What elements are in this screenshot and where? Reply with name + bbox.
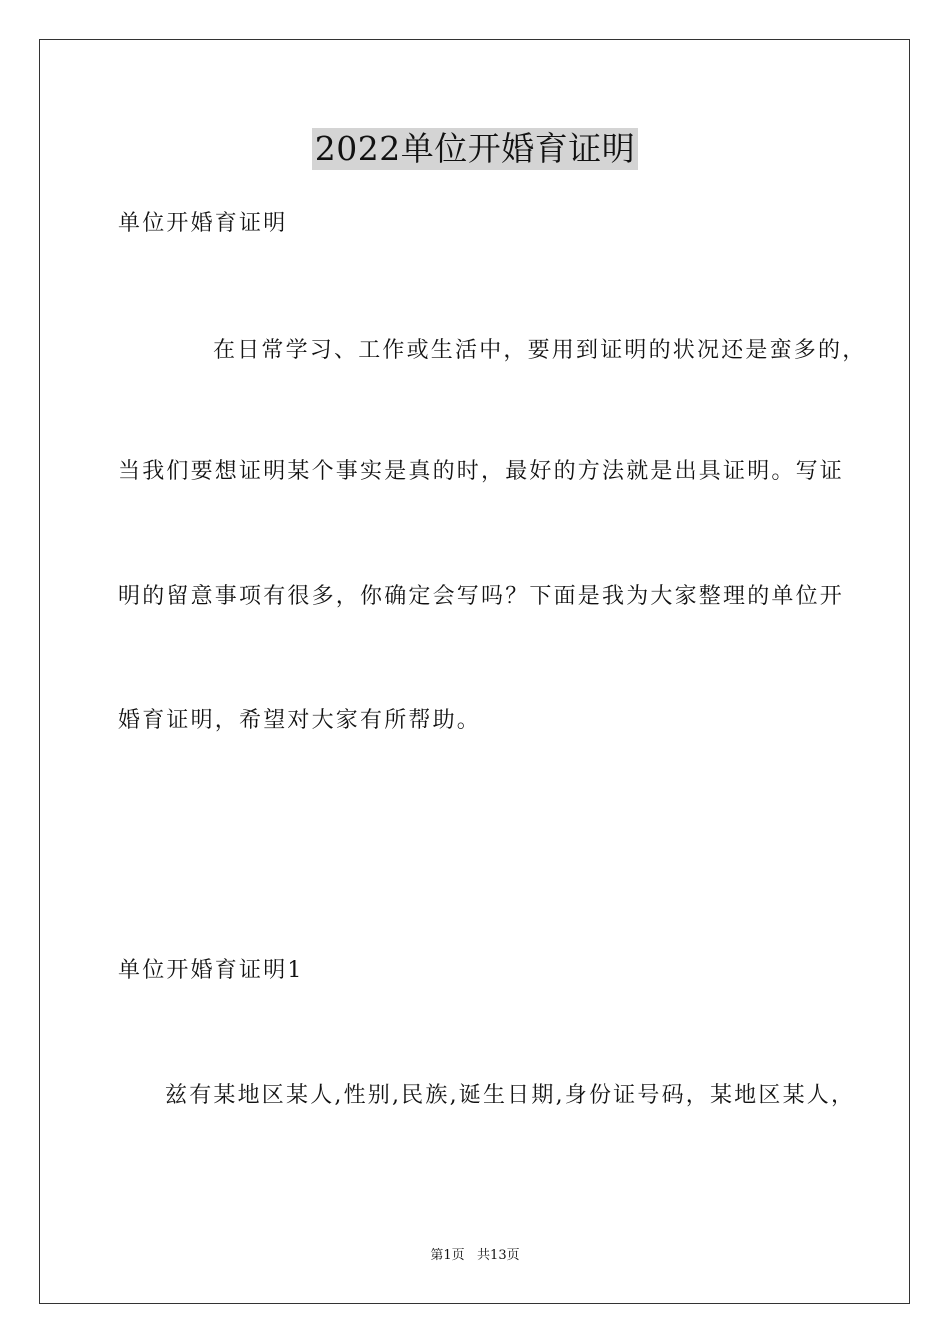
intro-paragraph-line-1: 在日常学习、工作或生活中，要用到证明的状况还是蛮多的， (213, 338, 867, 363)
section-paragraph-line-1: 兹有某地区某人,性别,民族,诞生日期,身份证号码，某地区某人， (165, 1083, 856, 1108)
intro-paragraph-line-2: 当我们要想证明某个事实是真的时，最好的方法就是出具证明。写证 (118, 459, 845, 484)
document-title (0, 128, 950, 170)
page-footer: 第1页 共13页 (430, 1248, 520, 1263)
intro-paragraph-line-3: 明的留意事项有很多，你确定会写吗？下面是我为大家整理的单位开 (118, 584, 845, 609)
document-subtitle: 单位开婚育证明 (118, 211, 288, 236)
section-heading: 单位开婚育证明1 (118, 958, 304, 983)
intro-paragraph-line-4: 婚育证明，希望对大家有所帮助。 (118, 708, 482, 733)
document-title-text: 2022单位开婚育证明 (312, 128, 638, 170)
